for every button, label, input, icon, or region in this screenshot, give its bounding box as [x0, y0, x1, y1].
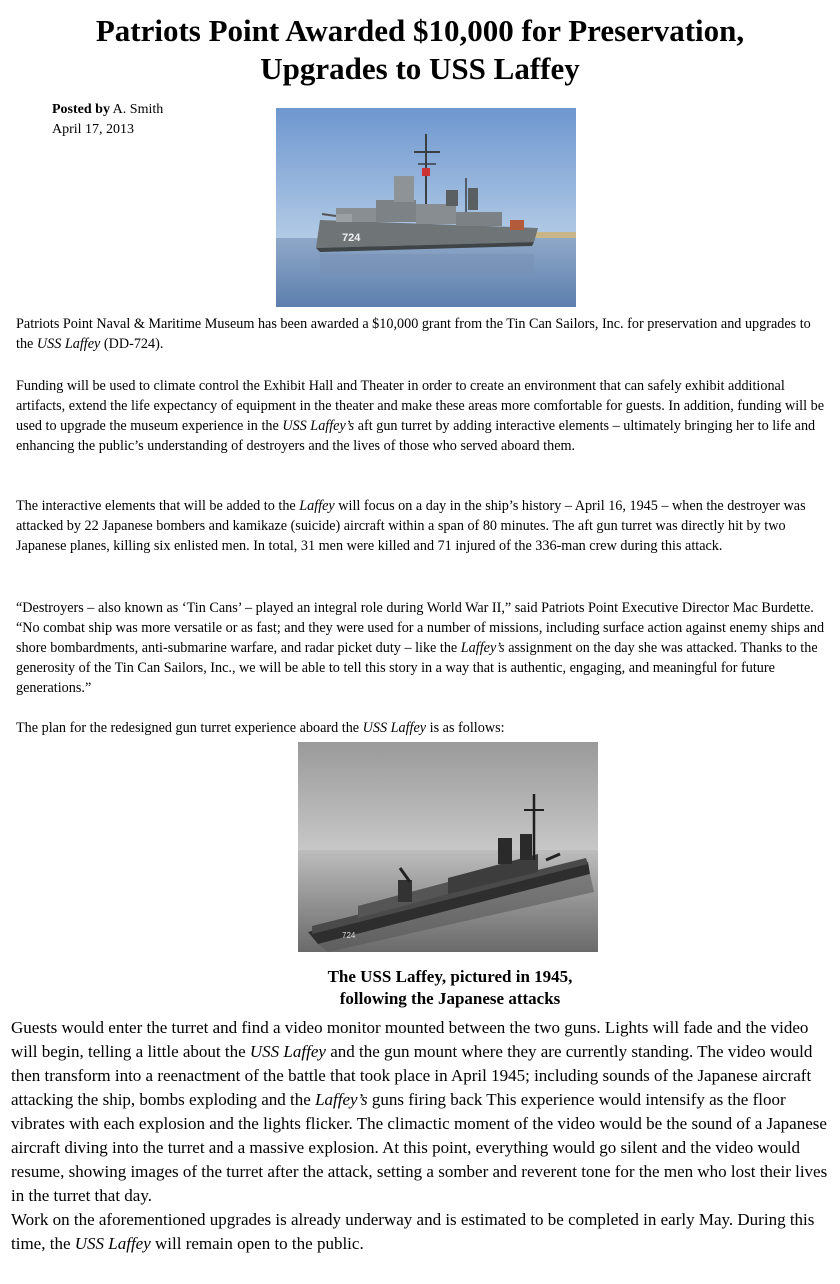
paragraph-2-text-a: Funding will be used to climate control the Exhibit Hall and Theater in order to create an environment that can safely exhibit additional artifacts, extend the life expectancy of equipment in the theater and make these areas more comfortable for guests. In addition, funding will be used to upgrade the museum experience in the: [16, 378, 824, 434]
title-line-2: Upgrades to USS Laffey: [260, 51, 580, 86]
hull-number-text: 724: [342, 232, 361, 244]
bottom-paragraph-1-text-c: guns firing back This experience would intensify as the floor vibrates with each explosion and the lights flicker. The climactic moment of the video would be the sound of a Japanese aircraft diving into the turret and a massive explosion. At this point, everything would go silent and the video would resume, showing images of the turret after the attack, setting a somber and reverent tone for the men who lost their lives in the turret that day.: [11, 1090, 828, 1205]
bottom-paragraph-1: [11, 1016, 837, 1208]
paragraph-2-text-b: aft gun turret by adding interactive elements – ultimately bringing her to life and enhancing the public’s understanding of destroyers and the lives of those who served aboard them.: [16, 418, 816, 454]
caption-line-1: The USS Laffey, pictured in 1945,: [327, 967, 573, 986]
bottom-paragraph-2-ship-name: USS Laffey: [74, 1234, 151, 1253]
paragraph-5-ship-name: USS Laffey: [362, 720, 427, 736]
paragraph-4-ship-name: Laffey’s: [460, 640, 505, 656]
article-title: [0, 12, 840, 88]
bottom-text: [11, 1016, 837, 1256]
paragraph-1-ship-name: USS Laffey: [36, 336, 101, 352]
paragraph-4-text-b: assignment on the day she was attacked. Thanks to the generosity of the Tin Can Sailors, Inc., we will be able to tell this story in a way that is authentic, engaging, and meaningful for future generations.”: [16, 640, 818, 696]
caption-line-2: following the Japanese attacks: [339, 989, 561, 1008]
photo-caption: [0, 966, 840, 1010]
bottom-paragraph-1-ship-name-2: Laffey’s: [315, 1090, 368, 1109]
ship-photo-modern: [276, 108, 576, 307]
paragraph-5-text-a: The plan for the redesigned gun turret experience aboard the: [16, 720, 363, 736]
paragraph-3-text-a: The interactive elements that will be added to the: [16, 498, 300, 514]
hull-number-text-1945: 724: [342, 931, 356, 940]
paragraph-4-text-a: “Destroyers – also known as ‘Tin Cans’ – played an integral role during World War II,” said Patriots Point Executive Director Mac Burdette. “No combat ship was more versatile or as fast; and they were used for a number of missions, including surface action against enemy ships and shore bombardments, anti-submarine warfare, and radar picket duty – like the: [16, 600, 825, 656]
paragraph-1: [16, 314, 831, 354]
bottom-paragraph-2-text-a: Work on the aforementioned upgrades is already underway and is estimated to be completed in early May. During this time, the: [11, 1210, 815, 1253]
paragraph-1-text-a: Patriots Point Naval & Maritime Museum has been awarded a $10,000 grant from the Tin Can Sailors, Inc. for preservation and upgrades to the: [16, 316, 811, 352]
paragraph-2: [16, 376, 831, 456]
paragraph-2-ship-name: USS Laffey’s: [282, 418, 355, 434]
byline: [52, 100, 163, 140]
paragraph-5-text-b: is as follows:: [426, 720, 505, 736]
bottom-paragraph-1-text-b: and the gun mount where they are currently standing. The video would then transform into a reenactment of the battle that took place in April 1945; including sounds of the Japanese aircraft attacking the ship, bombs exploding and the: [11, 1042, 813, 1109]
author-name: A. Smith: [109, 102, 164, 117]
bottom-paragraph-1-ship-name: USS Laffey: [249, 1042, 326, 1061]
posted-by-label: Posted by: [52, 102, 110, 117]
bottom-paragraph-2-text-b: will remain open to the public.: [150, 1234, 364, 1253]
paragraph-1-text-b: (DD-724).: [100, 336, 164, 352]
bottom-paragraph-2: [11, 1208, 837, 1256]
paragraph-3: [16, 496, 831, 556]
post-date: April 17, 2013: [52, 122, 135, 137]
ship-photo-1945: [298, 742, 598, 952]
paragraph-3-text-b: will focus on a day in the ship’s history – April 16, 1945 – when the destroyer was attacked by 22 Japanese bombers and kamikaze (suicide) aircraft within a span of 80 minutes. The aft gun turret was directly hit by two Japanese planes, killing six enlisted men. In total, 31 men were killed and 71 injured of the 336-man crew during this attack.: [16, 498, 806, 554]
title-line-1: Patriots Point Awarded $10,000 for Preservation,: [95, 13, 745, 48]
bottom-paragraph-1-text-a: Guests would enter the turret and find a video monitor mounted between the two guns. Lights will fade and the video will begin, telling a little about the: [11, 1018, 809, 1061]
paragraph-3-ship-name: Laffey: [299, 498, 335, 514]
paragraph-4: [16, 598, 831, 698]
paragraph-5: [16, 718, 831, 738]
